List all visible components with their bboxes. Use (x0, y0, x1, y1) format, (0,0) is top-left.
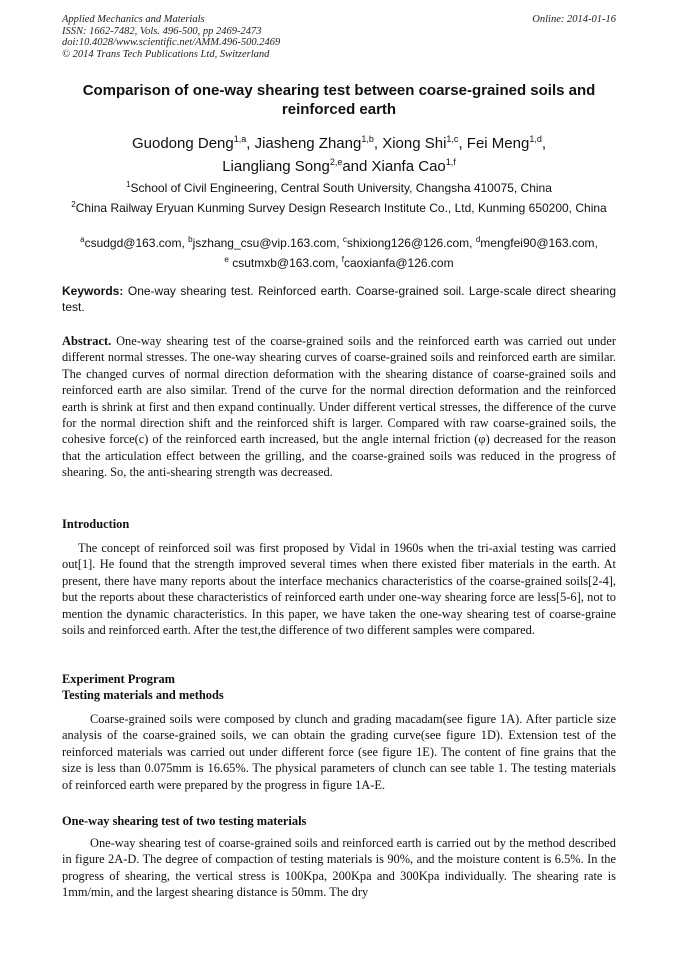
author-name: Jiasheng Zhang (254, 135, 362, 152)
affiliation-mark: 1 (126, 180, 131, 189)
affiliation-text: China Railway Eryuan Kunming Survey Design Research Institute Co., Ltd, Kunming 650200, China (75, 201, 607, 215)
author-affil-mark: 1,a (233, 134, 247, 144)
affiliation-text: School of Civil Engineering, Central South University, Changsha 410075, China (130, 181, 552, 195)
abstract-block (62, 333, 616, 481)
affiliation-1 (62, 177, 616, 197)
email-address: jszhang_csu@vip.163.com, (192, 236, 340, 250)
issn-line: ISSN: 1662-7482, Vols. 496-500, pp 2469-2473 (62, 25, 262, 37)
email-address: caoxianfa@126.com (344, 255, 454, 270)
email-address: mengfei90@163.com, (480, 236, 598, 250)
affiliation-2 (62, 197, 616, 217)
paper-title: Comparison of one-way shearing test between coarse-grained soils and reinforced earth (82, 82, 596, 118)
email-mark: c (342, 235, 347, 244)
online-date: Online: 2014-01-16 (532, 14, 616, 25)
copyright-line: © 2014 Trans Tech Publications Ltd, Switzerland (62, 48, 270, 60)
abstract-text: One-way shearing test of the coarse-grained soils and the reinforced earth was carried out under different normal stresses. The one-way shearing curves of coarse-grained soils and reinforced earth are similar. The changed curves of normal direction deformation with the shearing distance of coarse-grained soils and reinforced earth are also similar. Trend of the curve for the normal direction deformation and the reinforced earth is shrink at first and then expand continually. Under different vertical stresses, the difference of the curve for the normal direction shift and the reinforced shift is larger. Compared with raw coarse-grained soils, the cohesive force(c) of the reinforced earth increased, but the angle internal friction (φ) decreased for the reason that the articulation effect between the grilling, and the coarse-grained soils was reduced in the progress of shearing. So, the anti-shearing strength was decreased. (62, 334, 617, 480)
affiliation-mark: 2 (71, 200, 76, 209)
keywords-block (62, 284, 616, 315)
author-affil-mark: 1,f (445, 157, 456, 167)
doi-line: doi:10.4028/www.scientific.net/AMM.496-500.2469 (62, 37, 281, 49)
email-mark: e (224, 254, 229, 264)
journal-header (62, 14, 616, 60)
email-address: csudgd@163.com, (84, 236, 185, 250)
author-affil-mark: 2,e (329, 157, 343, 167)
email-address: shixiong126@126.com, (346, 236, 473, 250)
email-address: csutmxb@163.com, (232, 255, 339, 270)
author-list: Guodong Deng$^{1,a}$, Jiasheng Zhang$^{1,b}$, Xiong Shi$^{1,c}$, Fei Meng$^{1,d}$, Liangliang Song$^{2,e}$and Xianfa Cao$^{1,f}$ (131, 134, 546, 175)
oneway-test-paragraph: One-way shearing test of coarse-grained soils and reinforced earth is carried out by the method described in figure 2A-D. The degree of compaction of testing materials is 90%, and the moisture content is 6.5%. In the progress of shearing, the vertical stress is 100Kpa, 200Kpa and 300Kpa individually. The shearing rate is 1mm/min, and the largest shearing distance is 50mm. The dry (62, 836, 616, 900)
author-name: Xianfa Cao (371, 158, 446, 175)
email-list (62, 232, 616, 271)
author-affil-mark: 1,c (446, 134, 459, 144)
introduction-paragraph: The concept of reinforced soil was first proposed by Vidal in 1960s when the tri-axial testing was carried out[1]. He found that the strength improved several times when there existed fiber materials in the earth. At present, there have many reports about the interface mechanics characteristics of the coarse-grained soils[2-4], but the reports about these characteristics of reinforced earth under one-way shearing force are less[5-6], not to mention the dynamic characteristics. In this paper, we have taken the one-way shearing test of coarse-graine soils and reinforced earth. After the test,the difference of two different samples were compared. (62, 541, 616, 638)
experiment-heading: Experiment Program (62, 672, 175, 686)
abstract-label: Abstract. (62, 334, 112, 348)
author-affil-mark: 1,d (529, 134, 542, 144)
author-name: Fei Meng (466, 135, 530, 152)
author-name: Guodong Deng (131, 135, 234, 152)
email-mark: d (475, 235, 481, 244)
testing-materials-heading: Testing materials and methods (62, 688, 224, 702)
author-affil-mark: 1,b (361, 134, 374, 144)
keywords-text: One-way shearing test. Reinforced earth. Coarse-grained soil. Large-scale direct shearing test. (62, 284, 616, 314)
author-name: Liangliang Song (222, 158, 330, 175)
oneway-test-heading: One-way shearing test of two testing materials (62, 814, 307, 828)
keywords-label: Keywords: (62, 284, 124, 298)
email-mark: a (80, 235, 85, 244)
email-mark: f (341, 254, 344, 264)
email-mark: b (188, 235, 193, 244)
author-name: Xiong Shi (382, 135, 447, 152)
testing-materials-paragraph: Coarse-grained soils were composed by clunch and grading macadam(see figure 1A). After particle size analysis of the coarse-grained soils, we can obtain the grading curve(see figure 1D). Extension test of the reinforced materials was carried out under different force (see figure 1E). The content of fine grains that the size is less than 0.075mm is 16.65%. The physical parameters of clunch can see table 1. The testing materials of reinforced earth were prepared by the progress in figure 1A-E. (62, 712, 616, 792)
journal-name: Applied Mechanics and Materials (62, 14, 205, 25)
introduction-heading: Introduction (62, 517, 130, 531)
